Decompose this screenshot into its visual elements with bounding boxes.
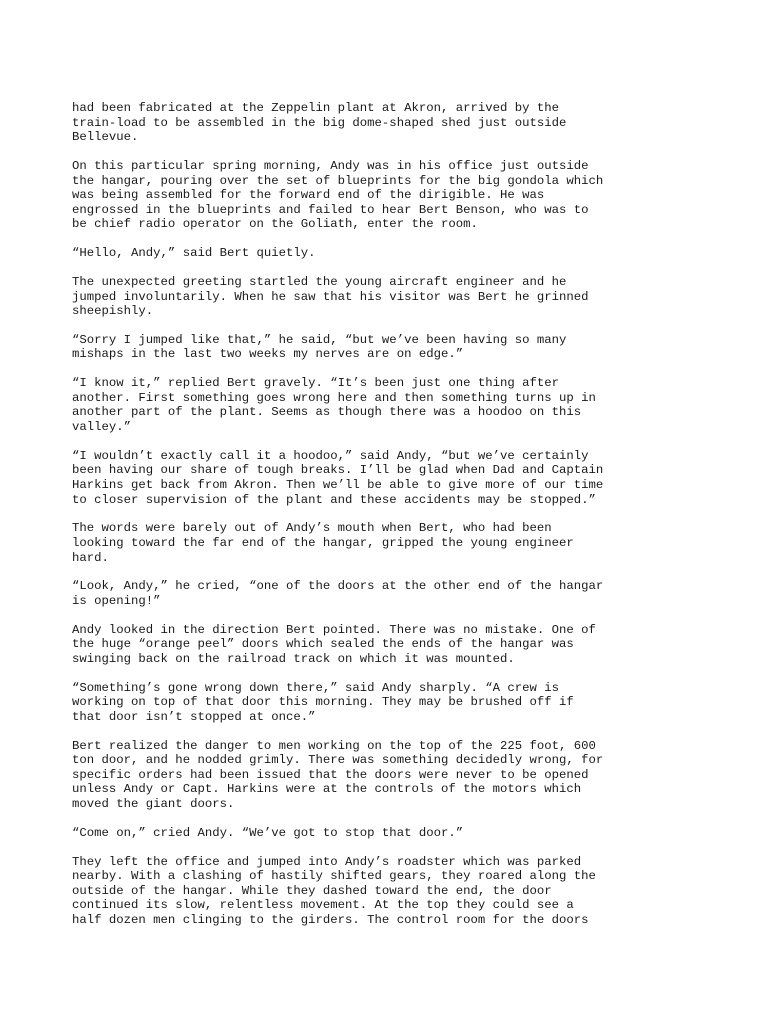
document-page bbox=[72, 101, 632, 942]
paragraph: “Look, Andy,” he cried, “one of the doors at the other end of the hangar is opening!” bbox=[72, 579, 604, 608]
paragraph: “Come on,” cried Andy. “We’ve got to stop that door.” bbox=[72, 825, 464, 840]
paragraph: The unexpected greeting startled the young aircraft engineer and he jumped involuntarily. When he saw that his visitor was Bert he grinned sheepishly. bbox=[72, 274, 589, 319]
paragraph: They left the office and jumped into Andy’s roadster which was parked nearby. With a clashing of hastily shifted gears, they roared along the outside of the hangar. While they dashed toward the end, the door continued its slow, relentless movement. At the top they could see a half dozen men clinging to the girders. The control room for the doors bbox=[72, 854, 596, 927]
paragraph: had been fabricated at the Zeppelin plant at Akron, arrived by the train-load to be assembled in the big dome-shaped shed just outside Bellevue. bbox=[72, 101, 567, 145]
paragraph: Bert realized the danger to men working on the top of the 225 foot, 600 ton door, and he nodded grimly. There was something decidedly wrong, for specific orders had been issued that the doors were never to be opened unless Andy or Capt. Harkins were at the controls of the motors which moved the giant doors. bbox=[72, 738, 604, 812]
paragraph: “I know it,” replied Bert gravely. “It’s been just one thing after another. First something goes wrong here and then something turns up in another part of the plant. Seems as though there was a hoodoo on this valley.” bbox=[72, 376, 596, 435]
paragraph: The words were barely out of Andy’s mouth when Bert, who had been looking toward the far end of the hangar, gripped the young engineer hard. bbox=[72, 521, 574, 565]
paragraph: “Hello, Andy,” said Bert quietly. bbox=[72, 246, 316, 261]
paragraph: On this particular spring morning, Andy was in his office just outside the hangar, pouring over the set of blueprints for the big gondola which was being assembled for the forward end of the dirigible. He was engrossed in the blueprints and failed to hear Bert Benson, who was to be chief radio operator on the Goliath, enter the room. bbox=[72, 158, 604, 232]
paragraph: “Sorry I jumped like that,” he said, “but we’ve been having so many mishaps in the last two weeks my nerves are on edge.” bbox=[72, 332, 567, 362]
paragraph: “Something’s gone wrong down there,” said Andy sharply. “A crew is working on top of that door this morning. They may be brushed off if that door isn’t stopped at once.” bbox=[72, 680, 574, 724]
paragraph: “I wouldn’t exactly call it a hoodoo,” said Andy, “but we’ve certainly been having our share of tough breaks. I’ll be glad when Dad and Captain Harkins get back from Akron. Then we’ll be able to give more of our time to closer supervision of the plant and these accidents may be stopped.” bbox=[72, 448, 604, 507]
paragraph: Andy looked in the direction Bert pointed. There was no mistake. One of the huge “orange peel” doors which sealed the ends of the hangar was swinging back on the railroad track on which it was mounted. bbox=[72, 622, 596, 666]
